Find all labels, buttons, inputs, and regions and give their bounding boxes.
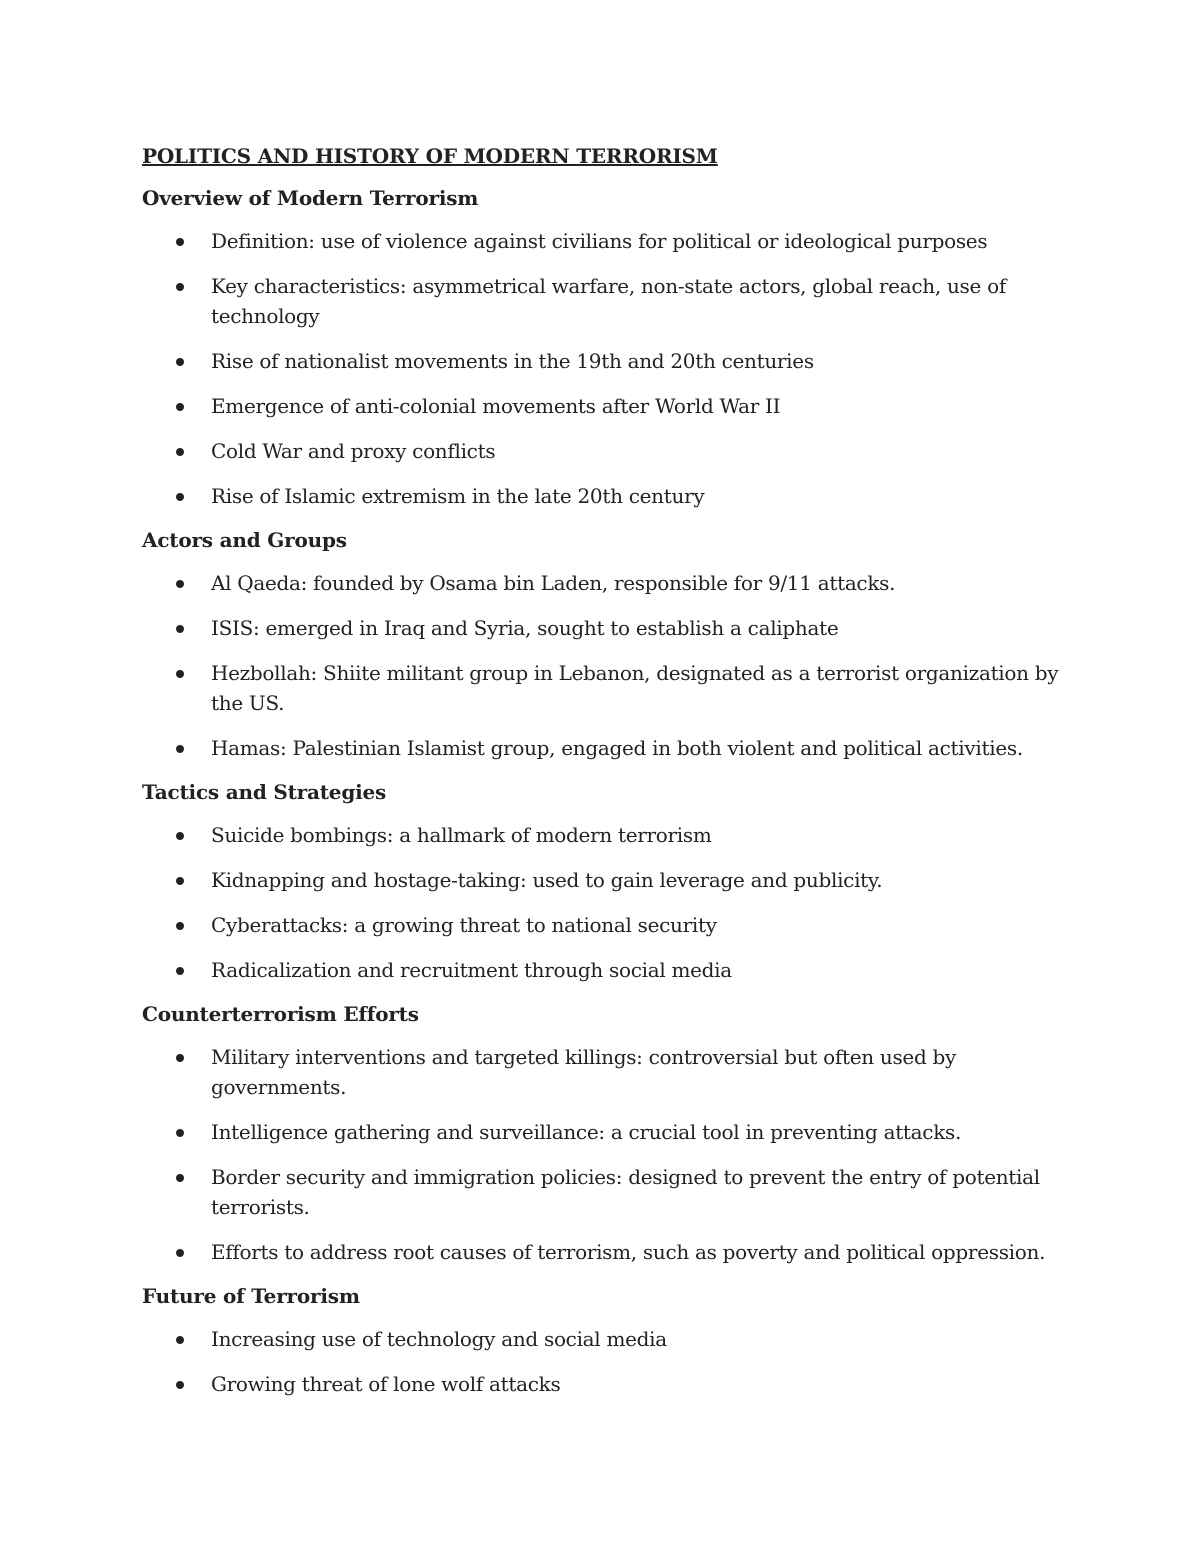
section-future	[142, 1282, 1062, 1399]
list-item: Emergence of anti-colonial movements after World War II	[142, 391, 1062, 421]
section-overview	[142, 184, 1062, 511]
section-heading: Overview of Modern Terrorism	[142, 186, 479, 210]
section-heading: Counterterrorism Efforts	[142, 1002, 419, 1026]
list-item: Intelligence gathering and surveillance: a crucial tool in preventing attacks.	[142, 1117, 1062, 1147]
list-item: Hamas: Palestinian Islamist group, engaged in both violent and political activities.	[142, 733, 1062, 763]
list-item: Suicide bombings: a hallmark of modern terrorism	[142, 820, 1062, 850]
list-item: Key characteristics: asymmetrical warfare, non-state actors, global reach, use of technology	[142, 271, 1062, 331]
bullet-list	[142, 820, 1062, 985]
section-actors	[142, 526, 1062, 763]
section-heading: Future of Terrorism	[142, 1284, 360, 1308]
list-item: Military interventions and targeted killings: controversial but often used by governments.	[142, 1042, 1062, 1102]
list-item: ISIS: emerged in Iraq and Syria, sought to establish a caliphate	[142, 613, 1062, 643]
bullet-list	[142, 1324, 1062, 1399]
list-item: Cold War and proxy conflicts	[142, 436, 1062, 466]
list-item: Hezbollah: Shiite militant group in Lebanon, designated as a terrorist organization by the US.	[142, 658, 1062, 718]
list-item: Cyberattacks: a growing threat to national security	[142, 910, 1062, 940]
list-item: Al Qaeda: founded by Osama bin Laden, responsible for 9/11 attacks.	[142, 568, 1062, 598]
bullet-list	[142, 226, 1062, 511]
list-item: Definition: use of violence against civilians for political or ideological purposes	[142, 226, 1062, 256]
list-item: Efforts to address root causes of terrorism, such as poverty and political oppression.	[142, 1237, 1062, 1267]
section-heading: Actors and Groups	[142, 528, 347, 552]
list-item: Kidnapping and hostage-taking: used to gain leverage and publicity.	[142, 865, 1062, 895]
list-item: Growing threat of lone wolf attacks	[142, 1369, 1062, 1399]
section-counterterrorism	[142, 1000, 1062, 1267]
list-item: Increasing use of technology and social media	[142, 1324, 1062, 1354]
document-page	[142, 142, 1062, 1414]
list-item: Border security and immigration policies: designed to prevent the entry of potential terrorists.	[142, 1162, 1062, 1222]
bullet-list	[142, 568, 1062, 763]
list-item: Rise of nationalist movements in the 19th and 20th centuries	[142, 346, 1062, 376]
section-tactics	[142, 778, 1062, 985]
bullet-list	[142, 1042, 1062, 1267]
section-heading: Tactics and Strategies	[142, 780, 387, 804]
list-item: Rise of Islamic extremism in the late 20th century	[142, 481, 1062, 511]
list-item: Radicalization and recruitment through social media	[142, 955, 1062, 985]
document-title: POLITICS AND HISTORY OF MODERN TERRORISM	[142, 144, 718, 168]
